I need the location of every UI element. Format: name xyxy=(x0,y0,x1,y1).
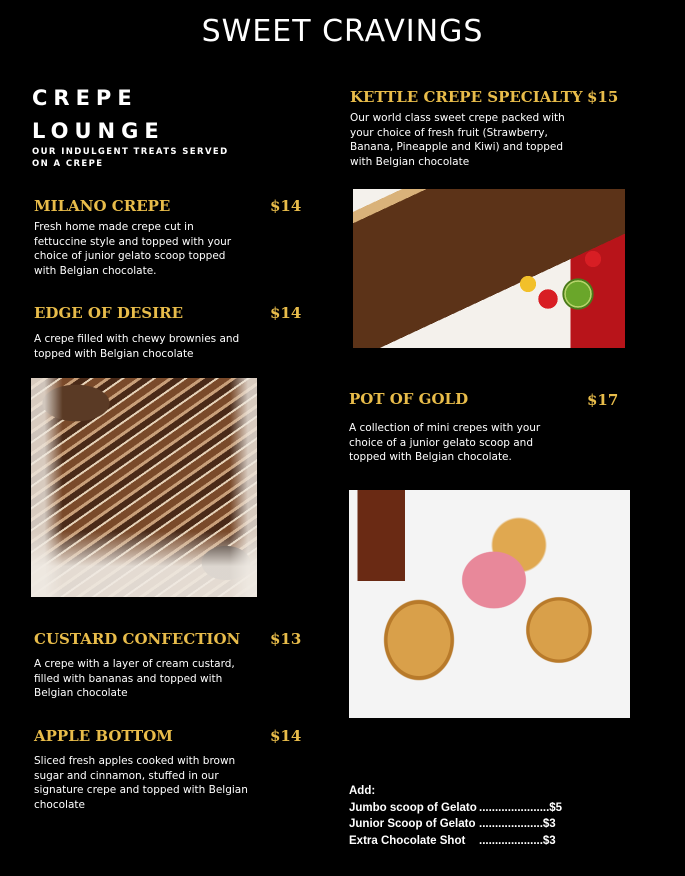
item-price-custard-confection: $13 xyxy=(270,630,302,648)
addon-price: ....................$3 xyxy=(479,834,556,847)
item-desc-apple-bottom: Sliced fresh apples cooked with brown sugar and cinnamon, stuffed in our signature crepe and topped with Belgian chocolate xyxy=(34,755,248,811)
section-subtitle: OUR INDULGENT TREATS SERVED ON A CREPE xyxy=(32,147,229,169)
addon-label: Junior Scoop of Gelato xyxy=(349,818,476,830)
addon-label: Extra Chocolate Shot xyxy=(349,834,466,847)
section-title xyxy=(32,82,165,148)
item-name-kettle-crepe-specialty: KETTLE CREPE SPECIALTY xyxy=(350,88,583,106)
item-desc-custard-confection: A crepe with a layer of cream custard, filled with bananas and topped with Belgian chocolate xyxy=(34,658,235,699)
kettle-crepe-photo xyxy=(353,189,625,348)
page-title: SWEET CRAVINGS xyxy=(201,14,484,49)
item-price-apple-bottom: $14 xyxy=(270,727,302,745)
item-desc-edge-of-desire: A crepe filled with chewy brownies and topped with Belgian chocolate xyxy=(34,333,240,360)
addon-row xyxy=(349,833,562,850)
item-name-pot-of-gold: POT OF GOLD xyxy=(349,390,469,408)
addon-label: Jumbo scoop of Gelato xyxy=(349,801,477,814)
item-price-pot-of-gold: $17 xyxy=(587,391,619,409)
addon-row xyxy=(349,816,562,833)
item-price-milano-crepe: $14 xyxy=(270,197,302,215)
addon-price: ....................$3 xyxy=(479,818,556,830)
item-name-milano-crepe: MILANO CREPE xyxy=(34,197,171,215)
addon-row xyxy=(349,800,562,817)
section-title-line2: LOUNGE xyxy=(32,119,165,143)
brownie-crepe-photo xyxy=(31,378,257,597)
item-name-custard-confection: CUSTARD CONFECTION xyxy=(34,630,241,648)
item-name-edge-of-desire: EDGE OF DESIRE xyxy=(34,304,184,322)
item-price-kettle-crepe-specialty: $15 xyxy=(587,88,619,106)
item-desc-kettle-crepe-specialty: Our world class sweet crepe packed with your choice of fresh fruit (Strawberry, Banana, Pineapple and Kiwi) and topped with Belgian chocolate xyxy=(350,112,565,168)
addons-list xyxy=(349,783,562,849)
addon-price: ......................$5 xyxy=(479,801,563,814)
item-name-apple-bottom: APPLE BOTTOM xyxy=(34,727,173,745)
item-price-edge-of-desire: $14 xyxy=(270,304,302,322)
addons-heading: Add: xyxy=(349,785,376,797)
section-title-line1: CREPE xyxy=(32,86,138,110)
item-desc-pot-of-gold: A collection of mini crepes with your choice of a junior gelato scoop and topped with Belgian chocolate. xyxy=(349,422,541,463)
pot-of-gold-photo xyxy=(349,490,630,718)
item-desc-milano-crepe: Fresh home made crepe cut in fettuccine style and topped with your choice of junior gelato scoop topped with Belgian chocolate. xyxy=(34,221,232,277)
